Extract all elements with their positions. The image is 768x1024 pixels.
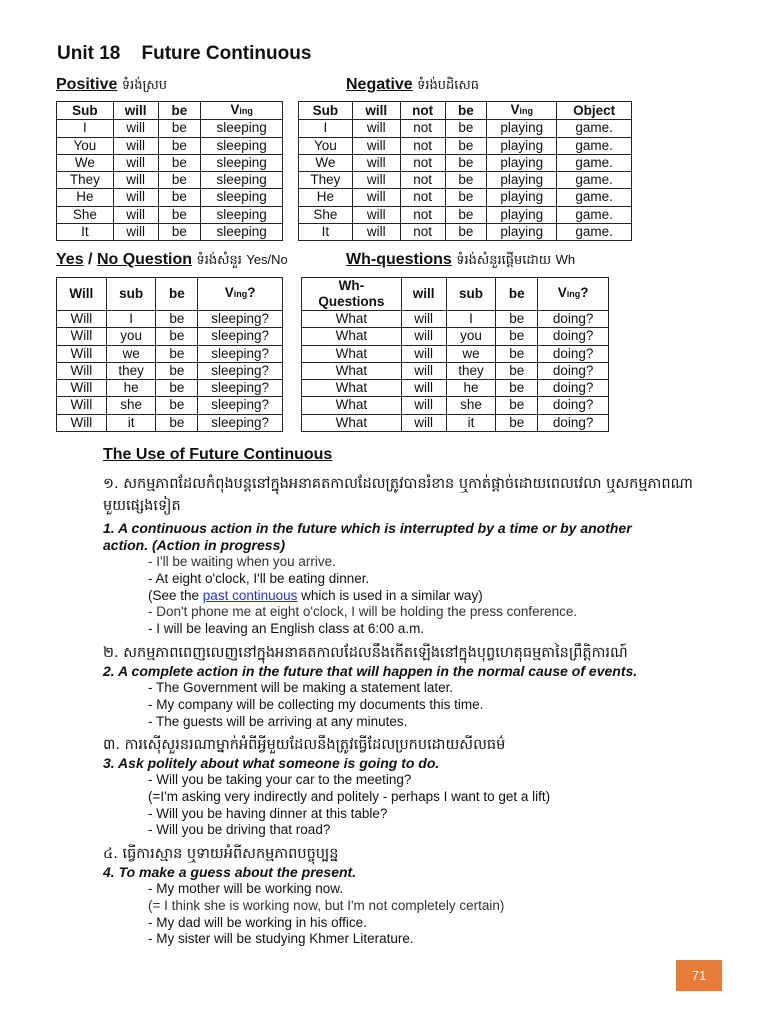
- header-cell: will: [401, 278, 446, 311]
- table-header-row: [57, 102, 283, 120]
- header-cell: Sub: [57, 102, 114, 120]
- table-cell: will: [401, 328, 446, 345]
- table-row: [302, 380, 609, 397]
- table-cell: What: [302, 414, 402, 431]
- past-continuous-link[interactable]: past continuous: [202, 587, 298, 603]
- positive-heading: Positive ទំរង់ស្រប: [56, 76, 167, 93]
- example-line: - I will be leaving an English class at 6:00 a.m.: [148, 621, 425, 637]
- table-cell: will: [352, 189, 400, 206]
- table-cell: Will: [57, 362, 107, 379]
- table-cell: be: [158, 206, 201, 223]
- table-row: [302, 328, 609, 345]
- table-cell: will: [352, 120, 400, 137]
- table-cell: sleeping: [201, 172, 283, 189]
- table-cell: What: [302, 397, 402, 414]
- table-cell: will: [352, 172, 400, 189]
- header-cell: Ving: [487, 102, 557, 120]
- table-cell: She: [57, 206, 114, 223]
- table-cell: will: [352, 137, 400, 154]
- table-row: [57, 189, 283, 206]
- table-cell: be: [158, 137, 201, 154]
- table-cell: be: [156, 311, 198, 328]
- table-row: [302, 414, 609, 431]
- table-cell: playing: [487, 206, 557, 223]
- table-cell: I: [446, 311, 496, 328]
- table-cell: be: [156, 328, 198, 345]
- table-row: [299, 224, 632, 241]
- table-cell: be: [445, 137, 487, 154]
- header-cell: will: [113, 102, 158, 120]
- table-row: [299, 154, 632, 171]
- table-cell: she: [446, 397, 496, 414]
- table-cell: be: [158, 224, 201, 241]
- table-cell: playing: [487, 137, 557, 154]
- table-cell: What: [302, 362, 402, 379]
- example-line: - Will you be having dinner at this table?: [148, 805, 388, 821]
- table-cell: be: [445, 206, 487, 223]
- table-cell: be: [156, 414, 198, 431]
- yesno-table: [56, 277, 283, 432]
- table-cell: Will: [57, 414, 107, 431]
- table-cell: sleeping?: [198, 380, 283, 397]
- table-cell: I: [106, 311, 156, 328]
- table-row: [57, 172, 283, 189]
- table-cell: sleeping: [201, 189, 283, 206]
- table-row: [57, 311, 283, 328]
- usage-4-khmer: ៤. ធ្វើការស្មាន ឬទាយអំពីសកម្មភាពបច្ចុប្បន្ន: [103, 846, 339, 862]
- table-cell: not: [400, 189, 445, 206]
- table-cell: He: [299, 189, 353, 206]
- table-cell: He: [57, 189, 114, 206]
- table-cell: be: [156, 345, 198, 362]
- table-cell: will: [113, 137, 158, 154]
- header-cell: be: [156, 278, 198, 311]
- table-cell: We: [57, 154, 114, 171]
- example-line: (= I think she is working now, but I'm not completely certain): [148, 897, 505, 913]
- table-cell: sleeping?: [198, 414, 283, 431]
- table-row: [57, 137, 283, 154]
- table-cell: You: [57, 137, 114, 154]
- table-cell: be: [496, 380, 538, 397]
- table-row: [302, 345, 609, 362]
- table-cell: game.: [557, 172, 632, 189]
- table-cell: be: [496, 414, 538, 431]
- table-row: [302, 311, 609, 328]
- table-row: [57, 345, 283, 362]
- table-header-row: [302, 278, 609, 311]
- table-cell: What: [302, 311, 402, 328]
- table-row: [57, 224, 283, 241]
- table-cell: sleeping?: [198, 345, 283, 362]
- example-line: (=I'm asking very indirectly and politely - perhaps I want to get a lift): [148, 788, 551, 804]
- table-cell: sleeping: [201, 224, 283, 241]
- example-line: - My mother will be working now.: [148, 881, 344, 896]
- table-row: [57, 206, 283, 223]
- table-row: [57, 397, 283, 414]
- header-cell: Ving?: [198, 278, 283, 311]
- table-cell: doing?: [538, 328, 609, 345]
- table-cell: not: [400, 172, 445, 189]
- header-cell: be: [496, 278, 538, 311]
- table-cell: will: [113, 206, 158, 223]
- example-line: - My dad will be working in his office.: [148, 914, 367, 930]
- table-cell: game.: [557, 137, 632, 154]
- table-cell: not: [400, 206, 445, 223]
- wh-table: [301, 277, 609, 432]
- header-cell: be: [158, 102, 201, 120]
- usage-3-english: 3. Ask politely about what someone is going to do.: [103, 755, 440, 771]
- table-cell: They: [299, 172, 353, 189]
- table-header-row: [57, 278, 283, 311]
- table-cell: be: [496, 328, 538, 345]
- page-title: Unit 18 Future Continuous: [57, 43, 312, 64]
- table-row: [57, 380, 283, 397]
- table-cell: be: [158, 172, 201, 189]
- table-cell: sleeping: [201, 154, 283, 171]
- table-cell: sleeping?: [198, 311, 283, 328]
- table-cell: sleeping?: [198, 328, 283, 345]
- example-line: - Will you be driving that road?: [148, 822, 331, 838]
- table-cell: be: [496, 311, 538, 328]
- table-cell: You: [299, 137, 353, 154]
- table-cell: be: [156, 362, 198, 379]
- table-cell: be: [445, 189, 487, 206]
- example-line: - At eight o'clock, I'll be eating dinner.: [148, 570, 370, 586]
- example-line: - Don't phone me at eight o'clock, I will be holding the press conference.: [148, 604, 578, 620]
- table-cell: doing?: [538, 414, 609, 431]
- table-cell: not: [400, 224, 445, 241]
- page-number-badge: 71: [676, 960, 722, 991]
- table-cell: will: [113, 120, 158, 137]
- table-cell: Will: [57, 380, 107, 397]
- table-cell: We: [299, 154, 353, 171]
- header-cell: not: [400, 102, 445, 120]
- table-cell: be: [445, 172, 487, 189]
- example-line: (See the past continuous which is used in a similar way): [148, 587, 483, 603]
- usage-2-examples: [148, 680, 483, 730]
- table-cell: it: [446, 414, 496, 431]
- table-cell: be: [445, 120, 487, 137]
- table-cell: sleeping: [201, 206, 283, 223]
- table-cell: be: [445, 154, 487, 171]
- table-cell: Will: [57, 328, 107, 345]
- example-line: - My company will be collecting my documents this time.: [148, 696, 484, 712]
- table-row: [57, 362, 283, 379]
- table-cell: will: [113, 154, 158, 171]
- table-cell: we: [446, 345, 496, 362]
- table-cell: doing?: [538, 397, 609, 414]
- usage-3-examples: [148, 772, 550, 839]
- header-cell: Object: [557, 102, 632, 120]
- table-cell: playing: [487, 224, 557, 241]
- table-cell: sleeping?: [198, 397, 283, 414]
- table-cell: She: [299, 206, 353, 223]
- table-cell: doing?: [538, 362, 609, 379]
- header-cell: sub: [106, 278, 156, 311]
- table-cell: be: [156, 380, 198, 397]
- header-cell: Will: [57, 278, 107, 311]
- table-row: [299, 206, 632, 223]
- table-cell: they: [106, 362, 156, 379]
- use-section-title: The Use of Future Continuous: [103, 446, 333, 463]
- table-cell: will: [352, 154, 400, 171]
- table-cell: sleeping: [201, 137, 283, 154]
- table-cell: be: [496, 397, 538, 414]
- table-cell: They: [57, 172, 114, 189]
- usage-4-english: 4. To make a guess about the present.: [103, 864, 357, 880]
- table-row: [57, 414, 283, 431]
- table-cell: be: [496, 362, 538, 379]
- usage-1-khmer: ១. សកម្មភាពដែលកំពុងបន្តនៅក្នុងអនាគតកាលដែលត្រូវបានរំខាន ឬកាត់ផ្ដាច់ដោយពេលវេលា ឬសកម្មភាពណា មួយផ្សេងទៀត: [103, 476, 693, 514]
- usage-1-english: 1. A continuous action in the future which is interrupted by a time or by another action. (Action in progress): [103, 520, 632, 553]
- table-cell: game.: [557, 206, 632, 223]
- table-cell: doing?: [538, 345, 609, 362]
- table-cell: she: [106, 397, 156, 414]
- table-cell: I: [57, 120, 114, 137]
- table-cell: not: [400, 137, 445, 154]
- table-row: [299, 172, 632, 189]
- table-cell: game.: [557, 154, 632, 171]
- table-cell: It: [299, 224, 353, 241]
- table-cell: What: [302, 345, 402, 362]
- table-cell: be: [496, 345, 538, 362]
- table-cell: he: [446, 380, 496, 397]
- table-cell: I: [299, 120, 353, 137]
- table-cell: will: [401, 414, 446, 431]
- yesno-heading: Yes / No Question ទំរង់សំនួរ Yes/No: [56, 251, 288, 268]
- table-cell: be: [445, 224, 487, 241]
- table-row: [299, 137, 632, 154]
- negative-table: [298, 101, 632, 241]
- table-row: [57, 120, 283, 137]
- negative-heading: Negative ទំរង់បដិសេធ: [346, 76, 480, 93]
- example-line: - The guests will be arriving at any minutes.: [148, 713, 408, 729]
- table-header-row: [299, 102, 632, 120]
- table-cell: game.: [557, 224, 632, 241]
- usage-2-english: 2. A complete action in the future that will happen in the normal cause of events.: [103, 663, 638, 679]
- table-cell: will: [113, 224, 158, 241]
- header-cell: sub: [446, 278, 496, 311]
- table-cell: he: [106, 380, 156, 397]
- example-line: - The Government will be making a statement later.: [148, 680, 454, 695]
- table-row: [57, 328, 283, 345]
- table-cell: will: [401, 362, 446, 379]
- table-cell: playing: [487, 120, 557, 137]
- table-cell: you: [446, 328, 496, 345]
- usage-3-khmer: ៣. ការស៊ើសួរនរណាម្នាក់អំពីអ្វីមួយដែលនឹងត្រូវធ្វើដែលប្រកបដោយសីលធម៌: [103, 737, 506, 753]
- table-cell: you: [106, 328, 156, 345]
- header-cell: will: [352, 102, 400, 120]
- table-row: [302, 362, 609, 379]
- table-cell: sleeping: [201, 120, 283, 137]
- table-cell: game.: [557, 189, 632, 206]
- table-row: [299, 189, 632, 206]
- header-cell: Wh- Questions: [302, 278, 402, 311]
- table-cell: be: [158, 154, 201, 171]
- table-row: [302, 397, 609, 414]
- table-cell: it: [106, 414, 156, 431]
- wh-heading: Wh-questions ទំរង់សំនួរផ្ដើមដោយ Wh: [346, 251, 576, 268]
- header-cell: Sub: [299, 102, 353, 120]
- table-row: [299, 120, 632, 137]
- table-cell: be: [156, 397, 198, 414]
- table-cell: What: [302, 380, 402, 397]
- table-cell: playing: [487, 189, 557, 206]
- table-cell: will: [113, 189, 158, 206]
- table-cell: doing?: [538, 380, 609, 397]
- table-cell: be: [158, 120, 201, 137]
- table-cell: will: [401, 345, 446, 362]
- table-cell: will: [401, 380, 446, 397]
- table-cell: game.: [557, 120, 632, 137]
- table-cell: It: [57, 224, 114, 241]
- table-cell: will: [401, 397, 446, 414]
- table-cell: not: [400, 154, 445, 171]
- table-cell: Will: [57, 397, 107, 414]
- table-cell: will: [352, 206, 400, 223]
- table-row: [57, 154, 283, 171]
- table-cell: playing: [487, 172, 557, 189]
- table-cell: will: [113, 172, 158, 189]
- usage-2-khmer: ២. សកម្មភាពពេញលេញនៅក្នុងអនាគតកាលដែលនឹងកើតឡើងនៅក្នុងបុព្វហេតុធម្មតានៃព្រឹត្តិការណ៍: [103, 645, 628, 661]
- table-cell: they: [446, 362, 496, 379]
- table-cell: not: [400, 120, 445, 137]
- table-cell: will: [352, 224, 400, 241]
- table-cell: Will: [57, 345, 107, 362]
- table-cell: be: [158, 189, 201, 206]
- table-cell: doing?: [538, 311, 609, 328]
- header-cell: Ving?: [538, 278, 609, 311]
- header-cell: be: [445, 102, 487, 120]
- example-line: - My sister will be studying Khmer Literature.: [148, 931, 414, 947]
- table-cell: we: [106, 345, 156, 362]
- usage-4-examples: [148, 881, 504, 948]
- table-cell: will: [401, 311, 446, 328]
- table-cell: Will: [57, 311, 107, 328]
- usage-1-examples: [148, 554, 577, 638]
- header-cell: Ving: [201, 102, 283, 120]
- positive-table: [56, 101, 283, 241]
- table-cell: sleeping?: [198, 362, 283, 379]
- example-line: - I'll be waiting when you arrive.: [148, 554, 336, 569]
- table-cell: playing: [487, 154, 557, 171]
- example-line: - Will you be taking your car to the meeting?: [148, 772, 412, 787]
- table-cell: What: [302, 328, 402, 345]
